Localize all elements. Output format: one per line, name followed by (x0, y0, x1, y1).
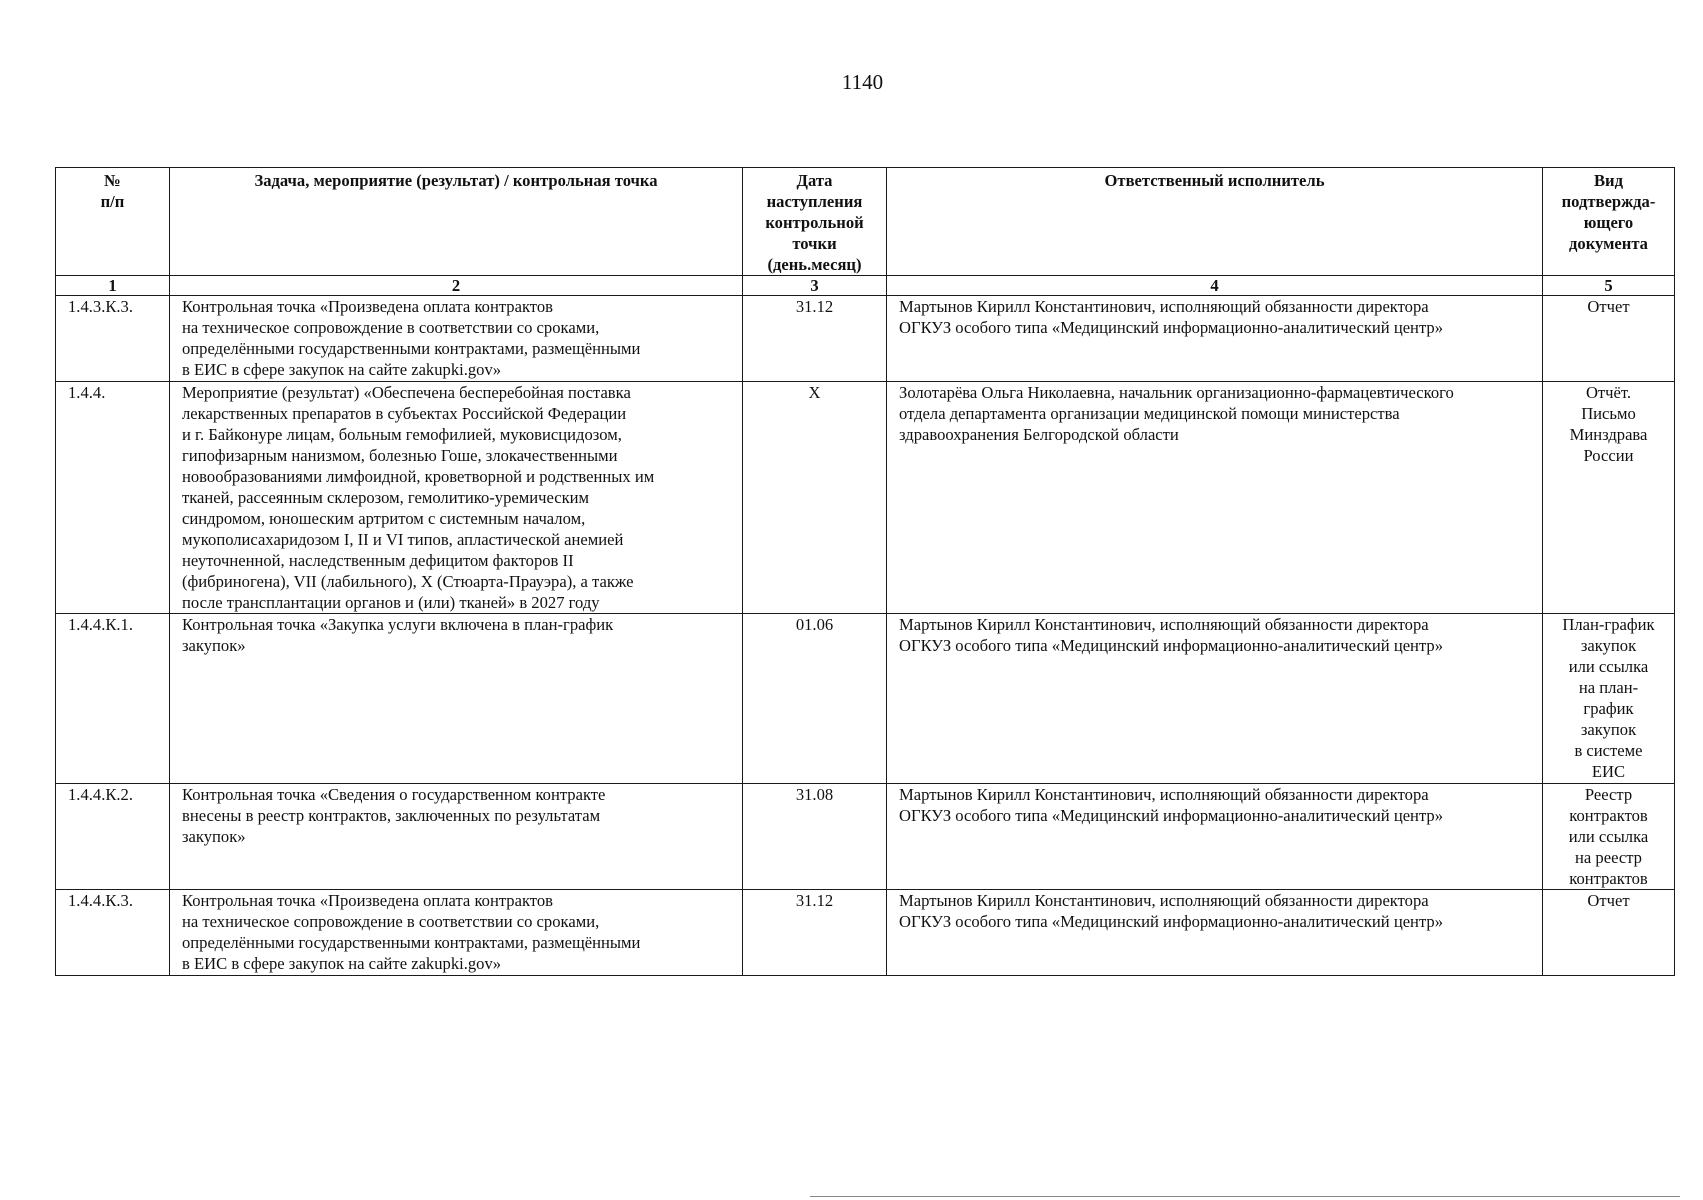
row-task: Контрольная точка «Произведена оплата контрактов на техническое сопровождение в соответствии со сроками, определёнными государственными контрактами, размещёнными в ЕИС в сфере закупок на сайте zakupki.gov» (170, 890, 743, 976)
column-number: 3 (743, 276, 887, 296)
table-row (56, 382, 1675, 614)
column-numbers-row (56, 276, 1675, 296)
header-document: Вид подтвержда- ющего документа (1543, 168, 1675, 276)
column-number: 2 (170, 276, 743, 296)
table-row (56, 890, 1675, 976)
row-responsible: Мартынов Кирилл Константинович, исполняющий обязанности директора ОГКУЗ особого типа «Медицинский информационно-аналитический центр» (887, 890, 1543, 976)
row-date: 31.12 (743, 296, 887, 382)
column-number: 5 (1543, 276, 1675, 296)
row-date: 31.12 (743, 890, 887, 976)
header-num: № п/п (56, 168, 170, 276)
row-document: Реестр контрактов или ссылка на реестр контрактов (1543, 784, 1675, 890)
row-responsible: Мартынов Кирилл Константинович, исполняющий обязанности директора ОГКУЗ особого типа «Медицинский информационно-аналитический центр» (887, 296, 1543, 382)
row-num: 1.4.3.К.3. (56, 296, 170, 382)
row-date: 01.06 (743, 614, 887, 784)
table-row (56, 614, 1675, 784)
header-task: Задача, мероприятие (результат) / контрольная точка (170, 168, 743, 276)
row-task: Мероприятие (результат) «Обеспечена бесперебойная поставка лекарственных препаратов в субъектах Российской Федерации и г. Байконуре лицам, больным гемофилией, муковисцидозом, гипофизарным нанизмом, болезнью Гоше, злокачественными новообразованиями лимфоидной, кроветворной и родственных им тканей, рассеянным склерозом, гемолитико-уремическим синдромом, юношеским артритом с системным началом, мукополисахаридозом I, II и VI типов, апластической анемией неуточненной, наследственным дефицитом факторов II (фибриногена), VII (лабильного), X (Стюарта-Прауэра), а также после трансплантации органов и (или) тканей» в 2027 году (170, 382, 743, 614)
row-num: 1.4.4.К.2. (56, 784, 170, 890)
row-responsible: Мартынов Кирилл Константинович, исполняющий обязанности директора ОГКУЗ особого типа «Медицинский информационно-аналитический центр» (887, 784, 1543, 890)
row-num: 1.4.4.К.3. (56, 890, 170, 976)
row-document: Отчет (1543, 296, 1675, 382)
row-task: Контрольная точка «Сведения о государственном контракте внесены в реестр контрактов, заключенных по результатам закупок» (170, 784, 743, 890)
row-responsible: Мартынов Кирилл Константинович, исполняющий обязанности директора ОГКУЗ особого типа «Медицинский информационно-аналитический центр» (887, 614, 1543, 784)
table-row (56, 296, 1675, 382)
row-document: Отчёт. Письмо Минздрава России (1543, 382, 1675, 614)
row-task: Контрольная точка «Закупка услуги включена в план-график закупок» (170, 614, 743, 784)
row-date: 31.08 (743, 784, 887, 890)
scan-footer-line (810, 1196, 1680, 1197)
column-number: 1 (56, 276, 170, 296)
header-responsible: Ответственный исполнитель (887, 168, 1543, 276)
row-date: X (743, 382, 887, 614)
page-number: 1140 (841, 70, 884, 94)
table-row (56, 784, 1675, 890)
row-responsible: Золотарёва Ольга Николаевна, начальник организационно-фармацевтического отдела департамента организации медицинской помощи министерства здравоохранения Белгородской области (887, 382, 1543, 614)
row-num: 1.4.4.К.1. (56, 614, 170, 784)
header-date: Дата наступления контрольной точки (день.месяц) (743, 168, 887, 276)
row-num: 1.4.4. (56, 382, 170, 614)
row-document: Отчет (1543, 890, 1675, 976)
column-number: 4 (887, 276, 1543, 296)
row-task: Контрольная точка «Произведена оплата контрактов на техническое сопровождение в соответствии со сроками, определёнными государственными контрактами, размещёнными в ЕИС в сфере закупок на сайте zakupki.gov» (170, 296, 743, 382)
row-document: План-график закупок или ссылка на план- график закупок в системе ЕИС (1543, 614, 1675, 784)
control-points-table (55, 167, 1675, 976)
table-header-row (56, 168, 1675, 276)
